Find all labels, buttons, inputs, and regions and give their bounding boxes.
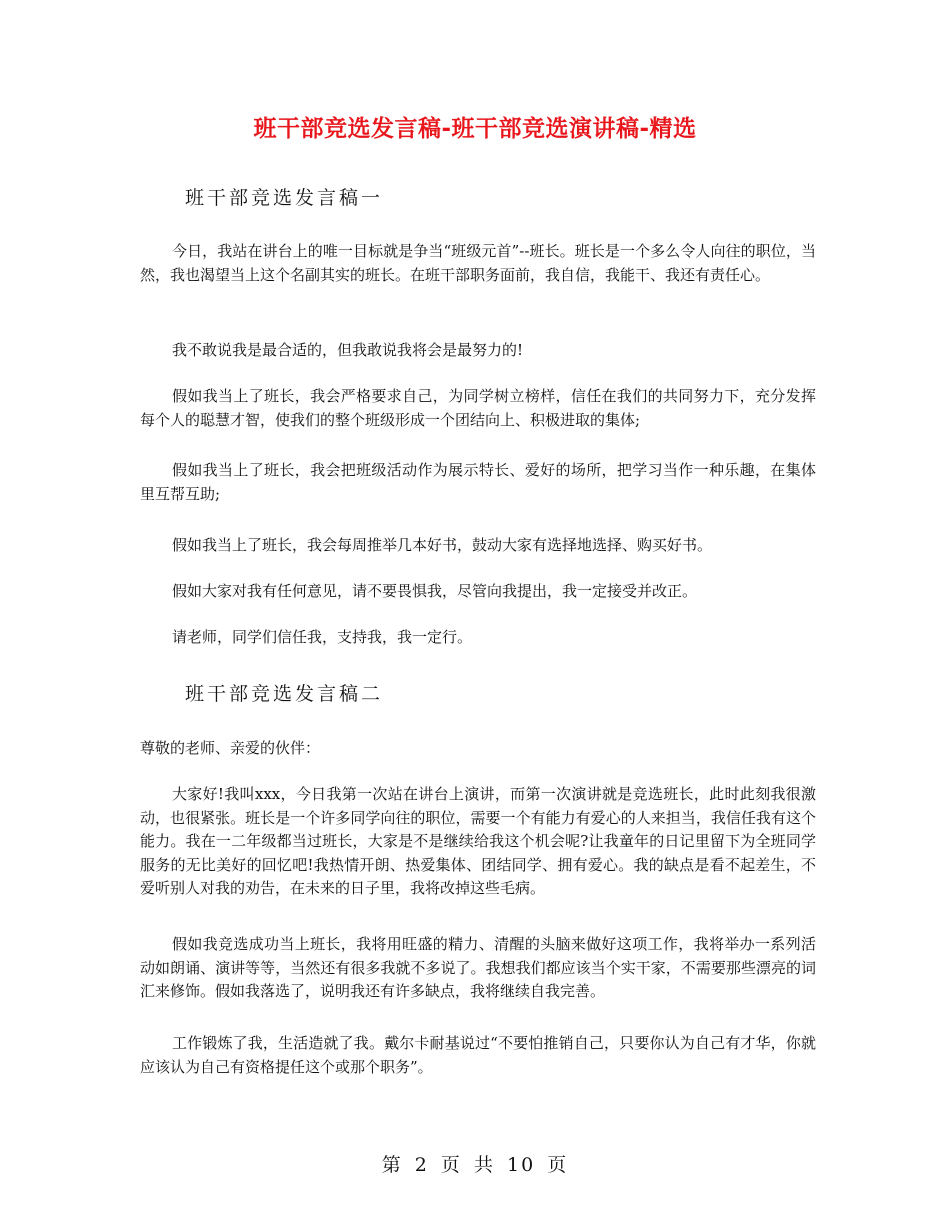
paragraph: 假如我当上了班长，我会严格要求自己，为同学树立榜样，信任在我们的共同努力下，充分发挥每个人的聪慧才智，使我们的整个班级形成一个团结向上、积极进取的集体; [140, 387, 816, 429]
paragraph: 大家好!我叫xxx，今日我第一次站在讲台上演讲，而第一次演讲就是竞选班长，此时此刻我很激动，也很紧张。班长是一个许多同学向往的职位，需要一个有能力有爱心的人来担当，我信任我有这个能力。我在一二年级都当过班长，大家是不是继续给我这个机会呢?让我童年的日记里留下为全班同学服务的无比美好的回忆吧!我热情开朗、热爱集体、团结同学、拥有爱心。我的缺点是看不起差生，不爱听别人对我的劝告，在未来的日子里，我将改掉这些毛病。 [140, 785, 816, 897]
paragraph: 工作锻炼了我，生活造就了我。戴尔卡耐基说过“不要怕推销自己，只要你认为自己有才华，你就应该认为自己有资格提任这个或那个职务”。 [140, 1034, 816, 1076]
paragraph: 假如大家对我有任何意见，请不要畏惧我，尽管向我提出，我一定接受并改正。 [172, 582, 698, 600]
page-number-footer: 第 2 页 共 10 页 [381, 1154, 569, 1176]
paragraph: 今日，我站在讲台上的唯一目标就是争当“班级元首”--班长。班长是一个多么令人向往的职位，当然，我也渴望当上这个名副其实的班长。在班干部职务面前，我自信，我能干、我还有责任心。 [140, 242, 816, 284]
salutation: 尊敬的老师、亲爱的伙伴： [140, 739, 321, 757]
paragraph: 假如我当上了班长，我会把班级活动作为展示特长、爱好的场所，把学习当作一种乐趣，在集体里互帮互助; [140, 461, 816, 503]
paragraph: 我不敢说我是最合适的，但我敢说我将会是最努力的! [172, 341, 524, 359]
document-title: 班干部竞选发言稿-班干部竞选演讲稿-精选 [253, 116, 697, 142]
paragraph: 请老师，同学们信任我，支持我，我一定行。 [172, 628, 473, 646]
section-heading-1: 班干部竞选发言稿一 [185, 187, 384, 209]
paragraph: 假如我当上了班长，我会每周推举几本好书，鼓动大家有选择地选择、购买好书。 [172, 536, 713, 554]
paragraph: 假如我竞选成功当上班长，我将用旺盛的精力、清醒的头脑来做好这项工作，我将举办一系列活动如朗诵、演讲等等，当然还有很多我就不多说了。我想我们都应该当个实干家，不需要那些漂亮的词汇来修饰。假如我落选了，说明我还有许多缺点，我将继续自我完善。 [140, 935, 816, 1000]
section-heading-2: 班干部竞选发言稿二 [185, 683, 384, 705]
